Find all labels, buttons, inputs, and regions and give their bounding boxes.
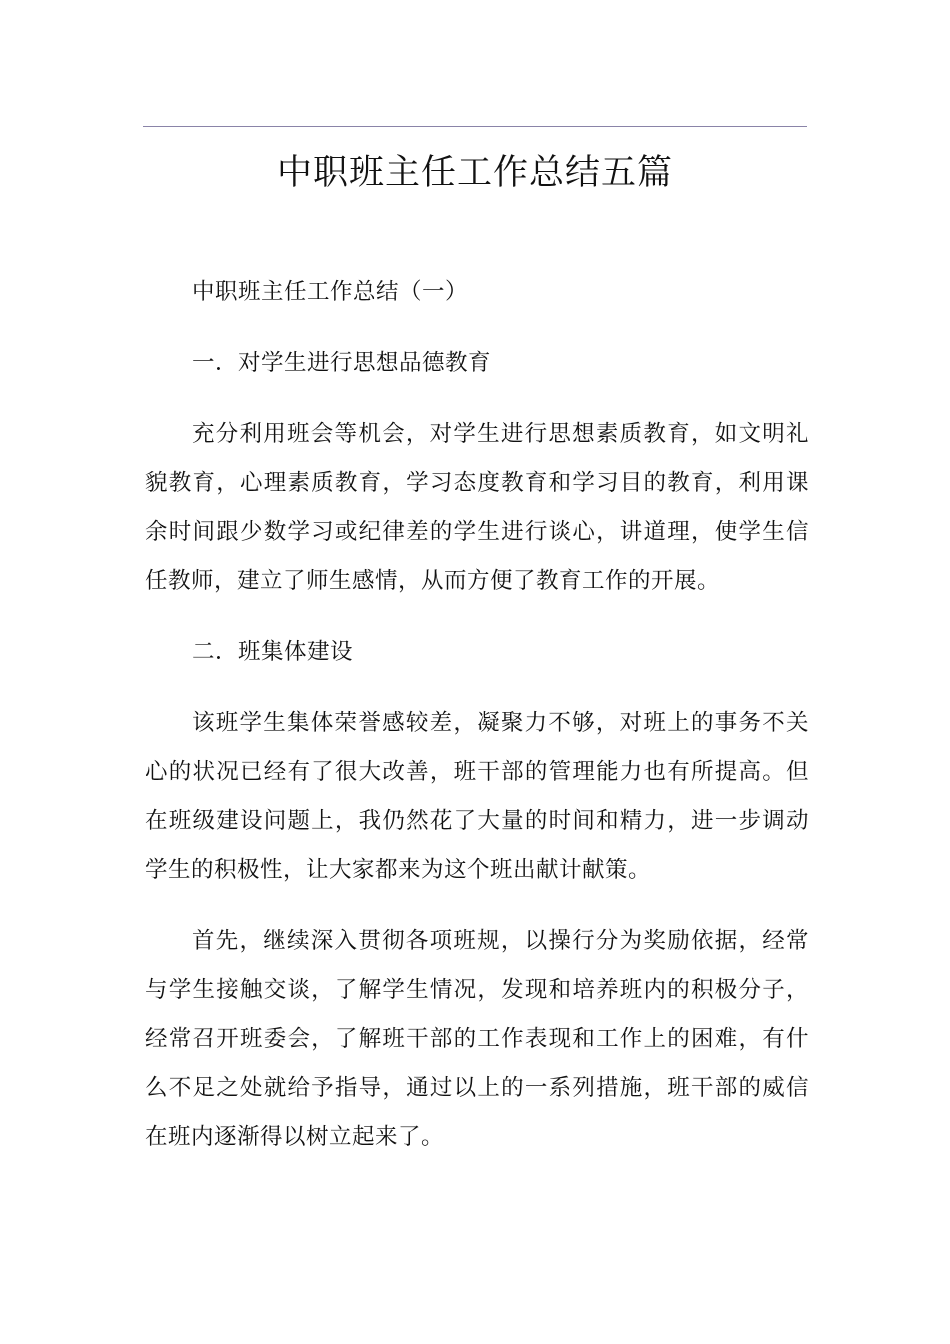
section-heading-1: 中职班主任工作总结（一） [192, 279, 469, 305]
paragraph-1 [145, 410, 809, 606]
header-rule [143, 126, 807, 127]
paragraph-text: 该班学生集体荣誉感较差，凝聚力不够，对班上的事务不关心的状况已经有了很大改善，班干部的管理能力也有所提高。但在班级建设问题上，我仍然花了大量的时间和精力，进一步调动学生的积极性，让大家都来为这个班出献计献策。 [145, 710, 809, 883]
paragraph-2 [145, 699, 809, 895]
paragraph-text: 首先，继续深入贯彻各项班规，以操行分为奖励依据，经常与学生接触交谈，了解学生情况，发现和培养班内的积极分子，经常召开班委会，了解班干部的工作表现和工作上的困难，有什么不足之处就给予指导，通过以上的一系列措施，班干部的威信在班内逐渐得以树立起来了。 [145, 928, 809, 1150]
section-heading-3: 二．班集体建设 [192, 639, 354, 665]
paragraph-text: 充分利用班会等机会，对学生进行思想素质教育，如文明礼貌教育，心理素质教育，学习态度教育和学习目的教育，利用课余时间跟少数学习或纪律差的学生进行谈心，讲道理，使学生信任教师，建立了师生感情，从而方便了教育工作的开展。 [145, 421, 809, 594]
document-body [145, 268, 809, 1184]
paragraph-3 [145, 917, 809, 1162]
section-heading-2: 一．对学生进行思想品德教育 [192, 350, 492, 376]
document-title: 中职班主任工作总结五篇 [276, 153, 673, 193]
